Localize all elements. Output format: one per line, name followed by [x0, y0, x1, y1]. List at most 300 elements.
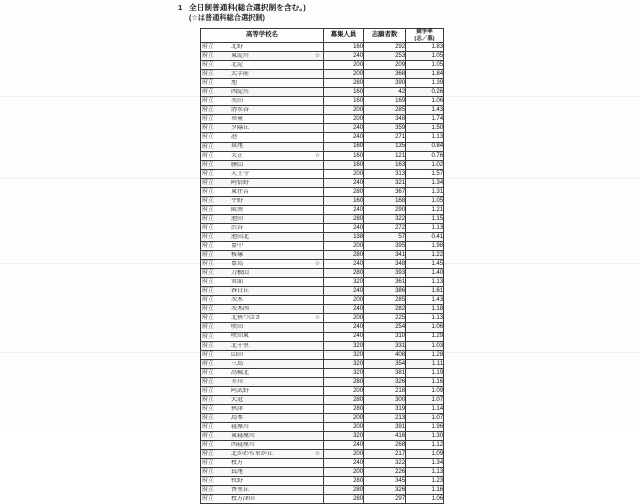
school-name-label: 吹田: [231, 324, 243, 331]
heading-title: 全日制普通科(総合選択制を含む。): [189, 3, 306, 12]
cell-ratio: 1.06: [406, 323, 444, 332]
cell-school-name: [201, 187, 324, 196]
cell-ratio: 0.76: [406, 151, 444, 160]
cell-applicants: 268: [364, 441, 406, 450]
cell-ratio: 1.40: [406, 269, 444, 278]
table-row: [201, 124, 444, 133]
table-row: [201, 232, 444, 241]
cell-applicants: 322: [364, 459, 406, 468]
table-row: [201, 413, 444, 422]
cell-ratio: 1.13: [406, 223, 444, 232]
cell-applicants: 310: [364, 332, 406, 341]
table-row: [201, 323, 444, 332]
cell-ratio: 1.45: [406, 260, 444, 269]
cell-quota: 280: [324, 486, 364, 495]
school-founder-type: 府立: [202, 423, 214, 430]
cell-applicants: 359: [364, 124, 406, 133]
cell-ratio: 1.34: [406, 459, 444, 468]
cell-school-name: [201, 151, 324, 160]
school-name-label: 西寝屋川: [231, 442, 255, 449]
cell-applicants: 386: [364, 287, 406, 296]
school-name-label: 茨木: [231, 297, 243, 304]
school-name-label: 渋谷: [231, 224, 243, 231]
cell-ratio: 1.98: [406, 242, 444, 251]
cell-applicants: 218: [364, 386, 406, 395]
cell-quota: 240: [324, 223, 364, 232]
school-name-label: 寝屋川: [231, 423, 249, 430]
school-name-label: 桜塚: [231, 252, 243, 259]
cell-ratio: 1.09: [406, 386, 444, 395]
cell-ratio: 1.05: [406, 52, 444, 61]
cell-school-name: [201, 88, 324, 97]
cell-applicants: 57: [364, 232, 406, 241]
cell-school-name: [201, 477, 324, 486]
cell-ratio: 1.84: [406, 70, 444, 79]
school-founder-type: 府立: [202, 161, 214, 168]
school-founder-type: 府立: [202, 234, 214, 240]
school-name-label: 山田: [231, 351, 243, 358]
cell-school-name: [201, 115, 324, 124]
school-name-label: 阿武野: [231, 387, 249, 394]
school-founder-type: 府立: [202, 179, 214, 186]
table-row: [201, 477, 444, 486]
heading-title-line: [178, 3, 508, 13]
cell-school-name: [201, 495, 324, 504]
cell-applicants: 326: [364, 486, 406, 495]
school-name-label: 東淀川: [231, 53, 249, 60]
school-founder-type: 府立: [202, 44, 214, 51]
star-icon: ☆: [314, 53, 321, 60]
school-name-label: 牧野: [231, 478, 243, 485]
cell-school-name: [201, 459, 324, 468]
cell-quota: 240: [324, 205, 364, 214]
cell-school-name: [201, 160, 324, 169]
cell-quota: 240: [324, 305, 364, 314]
cell-ratio: 1.15: [406, 214, 444, 223]
school-founder-type: 府立: [202, 261, 214, 268]
school-name-label: 芥川: [231, 378, 243, 385]
cell-ratio: 1.23: [406, 477, 444, 486]
cell-ratio: 1.12: [406, 441, 444, 450]
cell-applicants: 331: [364, 341, 406, 350]
cell-school-name: [201, 395, 324, 404]
table-row: [201, 178, 444, 187]
cell-applicants: 395: [364, 242, 406, 251]
school-name-label: 東住吉: [231, 188, 249, 195]
cell-quota: 240: [324, 323, 364, 332]
school-name-label: 春日丘: [231, 288, 249, 295]
school-name-label: 大正: [231, 152, 243, 159]
school-founder-type: 府立: [202, 324, 214, 331]
cell-ratio: 1.50: [406, 124, 444, 133]
school-name-label: 豊島: [231, 261, 243, 268]
school-name-label: 刀根山: [231, 270, 249, 277]
table-row: [201, 359, 444, 368]
school-founder-type: 府立: [202, 442, 214, 449]
cell-applicants: 209: [364, 61, 406, 70]
cell-ratio: 1.83: [406, 43, 444, 52]
cell-applicants: 348: [364, 115, 406, 124]
cell-school-name: [201, 432, 324, 441]
cell-applicants: 135: [364, 142, 406, 151]
school-founder-type: 府立: [202, 496, 214, 503]
school-founder-type: 府立: [202, 433, 214, 440]
school-name-label: 天王寺: [231, 170, 249, 177]
table-row: [201, 70, 444, 79]
table-row: [201, 43, 444, 52]
table-row: [201, 88, 444, 97]
table-row: [201, 468, 444, 477]
school-name-label: 池田北: [231, 233, 249, 240]
cell-school-name: [201, 296, 324, 305]
table-row: [201, 395, 444, 404]
applicants-table: [200, 28, 444, 504]
cell-school-name: [201, 441, 324, 450]
cell-ratio: 1.18: [406, 305, 444, 314]
cell-quota: 200: [324, 468, 364, 477]
cell-quota: 320: [324, 278, 364, 287]
cell-quota: 320: [324, 350, 364, 359]
school-founder-type: 府立: [202, 387, 214, 394]
cell-applicants: 282: [364, 305, 406, 314]
cell-applicants: 42: [364, 88, 406, 97]
school-name-label: 枚方: [231, 460, 243, 467]
cell-applicants: 297: [364, 495, 406, 504]
cell-ratio: 1.30: [406, 432, 444, 441]
school-name-label: 西淀川: [231, 89, 249, 96]
cell-school-name: [201, 278, 324, 287]
school-founder-type: 府立: [202, 288, 214, 295]
school-name-label: 阪南: [231, 206, 243, 213]
school-name-label: 香里丘: [231, 487, 249, 494]
cell-quota: 240: [324, 52, 364, 61]
cell-quota: 200: [324, 106, 364, 115]
table-row: [201, 486, 444, 495]
cell-applicants: 322: [364, 214, 406, 223]
cell-applicants: 416: [364, 432, 406, 441]
table-row: [201, 260, 444, 269]
cell-quota: 320: [324, 359, 364, 368]
column-header-ratio-line1: 競争率: [416, 29, 433, 36]
cell-school-name: [201, 404, 324, 413]
cell-applicants: 368: [364, 70, 406, 79]
cell-quota: 280: [324, 404, 364, 413]
cell-ratio: 1.13: [406, 133, 444, 142]
school-name-label: 旭: [231, 80, 237, 87]
star-icon: ☆: [314, 152, 321, 159]
applicants-table-container: [200, 28, 443, 504]
table-row: [201, 142, 444, 151]
cell-applicants: 390: [364, 79, 406, 88]
cell-ratio: 1.34: [406, 178, 444, 187]
cell-school-name: [201, 242, 324, 251]
cell-quota: 200: [324, 314, 364, 323]
column-header-quota: 募集人員: [324, 29, 364, 43]
cell-ratio: 1.29: [406, 332, 444, 341]
cell-quota: 280: [324, 377, 364, 386]
cell-applicants: 213: [364, 413, 406, 422]
cell-ratio: 1.14: [406, 404, 444, 413]
cell-ratio: 0.26: [406, 88, 444, 97]
school-founder-type: 府立: [202, 342, 214, 349]
cell-ratio: 1.21: [406, 205, 444, 214]
school-name-label: 阿倍野: [231, 179, 249, 186]
school-founder-type: 府立: [202, 62, 214, 69]
school-name-label: 箕面: [231, 279, 243, 286]
cell-quota: 280: [324, 269, 364, 278]
cell-school-name: [201, 223, 324, 232]
cell-ratio: 1.13: [406, 278, 444, 287]
cell-school-name: [201, 214, 324, 223]
table-row: [201, 287, 444, 296]
column-header-applicants: 志願者数: [364, 29, 406, 43]
table-row: [201, 97, 444, 106]
cell-school-name: [201, 368, 324, 377]
cell-quota: 280: [324, 495, 364, 504]
cell-school-name: [201, 97, 324, 106]
cell-quota: 240: [324, 124, 364, 133]
table-body: [201, 43, 444, 504]
cell-school-name: [201, 305, 324, 314]
school-founder-type: 府立: [202, 378, 214, 385]
cell-quota: 280: [324, 214, 364, 223]
cell-applicants: 169: [364, 97, 406, 106]
cell-school-name: [201, 124, 324, 133]
cell-ratio: 1.13: [406, 468, 444, 477]
heading-note: (☆は普通科総合選択制): [189, 12, 265, 22]
school-founder-type: 府立: [202, 188, 214, 195]
school-founder-type: 府立: [202, 315, 214, 322]
star-icon: ☆: [314, 261, 321, 268]
cell-applicants: 319: [364, 404, 406, 413]
school-founder-type: 府立: [202, 460, 214, 467]
cell-school-name: [201, 386, 324, 395]
school-name-label: 池田: [231, 215, 243, 222]
cell-applicants: 391: [364, 422, 406, 431]
cell-ratio: 1.22: [406, 251, 444, 260]
table-row: [201, 160, 444, 169]
cell-applicants: 168: [364, 196, 406, 205]
cell-applicants: 381: [364, 368, 406, 377]
school-founder-type: 府立: [202, 451, 214, 458]
cell-applicants: 326: [364, 377, 406, 386]
school-name-label: 茨木西: [231, 306, 249, 313]
school-founder-type: 府立: [202, 197, 214, 204]
cell-school-name: [201, 70, 324, 79]
column-header-school-name: 高等学校名: [201, 29, 324, 43]
cell-ratio: 1.11: [406, 359, 444, 368]
cell-applicants: 408: [364, 350, 406, 359]
cell-quota: 160: [324, 43, 364, 52]
school-name-label: 北千里: [231, 342, 249, 349]
table-row: [201, 214, 444, 223]
cell-school-name: [201, 486, 324, 495]
cell-quota: 160: [324, 142, 364, 151]
cell-applicants: 292: [364, 43, 406, 52]
cell-applicants: 121: [364, 151, 406, 160]
school-founder-type: 府立: [202, 351, 214, 358]
cell-ratio: 1.43: [406, 296, 444, 305]
cell-ratio: 1.16: [406, 377, 444, 386]
school-founder-type: 府立: [202, 405, 214, 412]
table-row: [201, 106, 444, 115]
school-founder-type: 府立: [202, 469, 214, 476]
cell-quota: 200: [324, 386, 364, 395]
cell-ratio: 1.74: [406, 115, 444, 124]
cell-ratio: 1.03: [406, 341, 444, 350]
cell-applicants: 225: [364, 314, 406, 323]
school-founder-type: 府立: [202, 125, 214, 132]
cell-applicants: 226: [364, 468, 406, 477]
cell-school-name: [201, 232, 324, 241]
cell-quota: 160: [324, 88, 364, 97]
school-founder-type: 府立: [202, 206, 214, 213]
cell-applicants: 341: [364, 251, 406, 260]
school-name-label: 長尾: [231, 469, 243, 476]
cell-quota: 200: [324, 422, 364, 431]
table-row: [201, 61, 444, 70]
column-header-ratio: [406, 29, 444, 43]
table-header-row: [201, 29, 444, 43]
cell-quota: 160: [324, 97, 364, 106]
cell-quota: 240: [324, 178, 364, 187]
school-founder-type: 府立: [202, 279, 214, 286]
cell-applicants: 393: [364, 269, 406, 278]
school-name-label: 港: [231, 134, 237, 141]
cell-quota: 240: [324, 441, 364, 450]
cell-ratio: 1.07: [406, 395, 444, 404]
cell-school-name: [201, 61, 324, 70]
cell-ratio: 0.41: [406, 232, 444, 241]
table-row: [201, 368, 444, 377]
school-founder-type: 府立: [202, 297, 214, 304]
school-founder-type: 府立: [202, 53, 214, 60]
cell-quota: 280: [324, 395, 364, 404]
school-founder-type: 府立: [202, 107, 214, 114]
school-founder-type: 府立: [202, 80, 214, 87]
cell-quota: 320: [324, 432, 364, 441]
school-name-label: 摂津: [231, 405, 243, 412]
cell-quota: 200: [324, 61, 364, 70]
cell-applicants: 285: [364, 106, 406, 115]
cell-ratio: 1.28: [406, 350, 444, 359]
school-founder-type: 府立: [202, 98, 214, 105]
cell-school-name: [201, 169, 324, 178]
table-row: [201, 187, 444, 196]
table-row: [201, 196, 444, 205]
cell-school-name: [201, 314, 324, 323]
cell-quota: 200: [324, 450, 364, 459]
table-row: [201, 205, 444, 214]
school-name-label: 大手前: [231, 71, 249, 78]
table-row: [201, 169, 444, 178]
cell-school-name: [201, 142, 324, 151]
table-row: [201, 450, 444, 459]
cell-quota: 160: [324, 196, 364, 205]
cell-school-name: [201, 79, 324, 88]
school-founder-type: 府立: [202, 414, 214, 421]
cell-ratio: 1.61: [406, 287, 444, 296]
school-founder-type: 府立: [202, 369, 214, 376]
table-row: [201, 459, 444, 468]
cell-ratio: 1.16: [406, 486, 444, 495]
school-founder-type: 府立: [202, 152, 214, 159]
school-name-label: 北かわち皐が丘: [231, 451, 273, 458]
cell-applicants: 272: [364, 223, 406, 232]
cell-ratio: 1.39: [406, 79, 444, 88]
cell-ratio: 1.19: [406, 368, 444, 377]
cell-school-name: [201, 133, 324, 142]
page-heading: [178, 3, 508, 22]
cell-applicants: 300: [364, 395, 406, 404]
cell-school-name: [201, 287, 324, 296]
table-row: [201, 495, 444, 504]
cell-applicants: 361: [364, 278, 406, 287]
school-name-label: 東寝屋川: [231, 432, 255, 439]
cell-school-name: [201, 43, 324, 52]
school-founder-type: 府立: [202, 71, 214, 78]
cell-school-name: [201, 468, 324, 477]
school-name-label: 北野: [231, 43, 243, 50]
school-name-label: 大冠: [231, 396, 243, 403]
school-founder-type: 府立: [202, 252, 214, 259]
cell-ratio: 0.84: [406, 142, 444, 151]
cell-ratio: 1.05: [406, 196, 444, 205]
school-founder-type: 府立: [202, 224, 214, 231]
cell-ratio: 1.05: [406, 61, 444, 70]
school-name-label: 茨田: [231, 98, 243, 105]
school-name-label: 華童: [231, 116, 243, 123]
cell-ratio: 1.57: [406, 169, 444, 178]
school-founder-type: 府立: [202, 243, 214, 250]
cell-applicants: 345: [364, 477, 406, 486]
cell-school-name: [201, 341, 324, 350]
table-row: [201, 441, 444, 450]
table-row: [201, 242, 444, 251]
cell-ratio: 1.07: [406, 413, 444, 422]
star-icon: ☆: [314, 451, 321, 458]
cell-applicants: 254: [364, 323, 406, 332]
school-name-label: 吹田東: [231, 333, 249, 340]
cell-ratio: 1.06: [406, 495, 444, 504]
cell-quota: 138: [324, 232, 364, 241]
cell-quota: 240: [324, 332, 364, 341]
table-row: [201, 133, 444, 142]
cell-school-name: [201, 106, 324, 115]
school-name-label: 夕陽丘: [231, 125, 249, 132]
cell-quota: 160: [324, 151, 364, 160]
school-founder-type: 府立: [202, 333, 214, 340]
school-name-label: 高槻北: [231, 369, 249, 376]
table-row: [201, 350, 444, 359]
cell-school-name: [201, 422, 324, 431]
table-row: [201, 422, 444, 431]
cell-applicants: 367: [364, 187, 406, 196]
cell-quota: 160: [324, 160, 364, 169]
school-name-label: 勝山: [231, 161, 243, 168]
cell-school-name: [201, 52, 324, 61]
cell-school-name: [201, 350, 324, 359]
cell-quota: 200: [324, 413, 364, 422]
cell-school-name: [201, 260, 324, 269]
cell-quota: 280: [324, 251, 364, 260]
table-row: [201, 296, 444, 305]
cell-quota: 320: [324, 368, 364, 377]
cell-school-name: [201, 196, 324, 205]
cell-school-name: [201, 323, 324, 332]
table-row: [201, 115, 444, 124]
cell-ratio: 1.13: [406, 314, 444, 323]
